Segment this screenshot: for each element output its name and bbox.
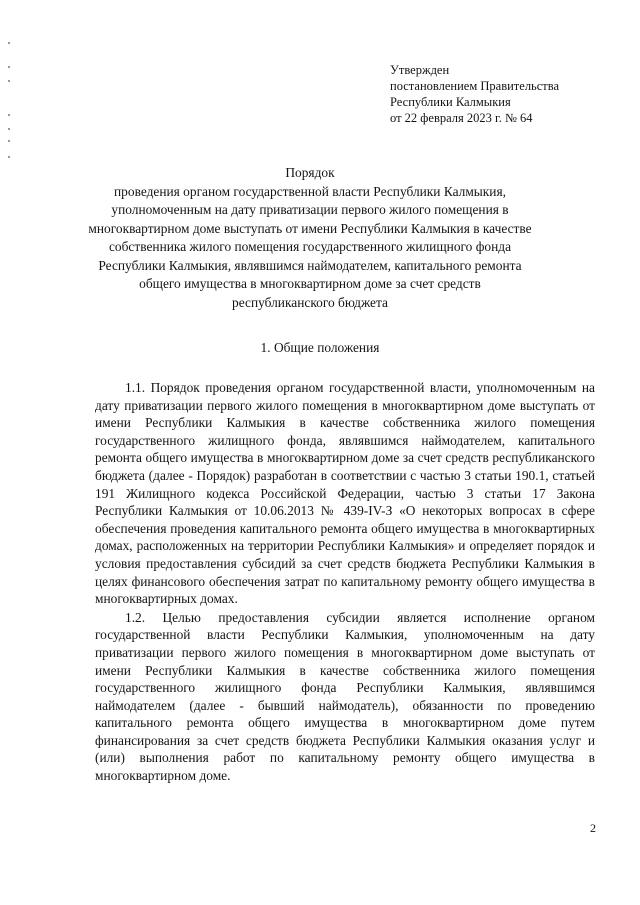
margin-marks — [0, 40, 20, 170]
title-line-4: многоквартирном доме выступать от имени Республики Калмыкия в качестве — [88, 220, 532, 236]
title-line-5: собственника жилого помещения государственного жилищного фонда — [108, 239, 512, 254]
page-number: 2 — [590, 821, 596, 835]
approval-line-4: от 22 февраля 2023 г. № 64 — [390, 111, 533, 125]
title-line-8: республиканского бюджета — [232, 294, 388, 310]
section-heading: 1. Общие положения — [260, 340, 380, 355]
approval-line-2: постановлением Правительства — [390, 79, 560, 93]
document-body — [95, 379, 595, 785]
approval-line-3: Республики Калмыкия — [390, 95, 511, 109]
document-title — [80, 164, 540, 312]
approval-line-1: Утвержден — [390, 63, 450, 77]
title-line-3: уполномоченным на дату приватизации первого жилого помещения в — [111, 202, 509, 217]
title-line-1: Порядок — [285, 165, 335, 180]
title-line-6: Республики Калмыкия, являвшимся наймодателем, капитального ремонта — [98, 257, 522, 273]
paragraph-1-2: 1.2. Целью предоставления субсидии является исполнение органом государственной власти Республики Калмыкия, уполномоченным на дату приватизации первого жилого помещения в многоквартирном доме выступать от имени Республики Калмыкия в качестве собственника жилого помещения государственного жилищного фонда Республики Калмыкия, являвшимся наймодателем (далее - бывший наймодатель), обязанности по проведению капитального ремонта общего имущества в многоквартирном доме путем финансирования за счет средств бюджета Республики Калмыкия оказания услуг и (или) выполнения работ по капитальному ремонту общего имущества в многоквартирном доме. — [95, 609, 595, 784]
title-line-7: общего имущества в многоквартирном доме за счет средств — [139, 276, 481, 291]
title-line-2: проведения органом государственной власти Республики Калмыкия, — [114, 183, 506, 199]
approval-block — [390, 62, 559, 126]
paragraph-1-1: 1.1. Порядок проведения органом государственной власти, уполномоченным на дату приватизации первого жилого помещения в многоквартирном доме выступать от имени Республики Калмыкия в качестве собственника жилого помещения государственного жилищного фонда, являвшимся наймодателем, капитального ремонта общего имущества в многоквартирном доме за счет средств республиканского бюджета (далее - Порядок) разработан в соответствии с частью 3 статьи 190.1, статьей 191 Жилищного кодекса Российской Федерации, частью 3 статьи 17 Закона Республики Калмыкия от 10.06.2013 № 439-IV-З «О некоторых вопросах в сфере обеспечения проведения капитального ремонта общего имущества в многоквартирных домах, расположенных на территории Республики Калмыкия» и определяет порядок и условия предоставления субсидий за счет средств бюджета Республики Калмыкия в целях финансового обеспечения затрат по капитальному ремонту общего имущества в многоквартирных домах. — [95, 380, 595, 607]
